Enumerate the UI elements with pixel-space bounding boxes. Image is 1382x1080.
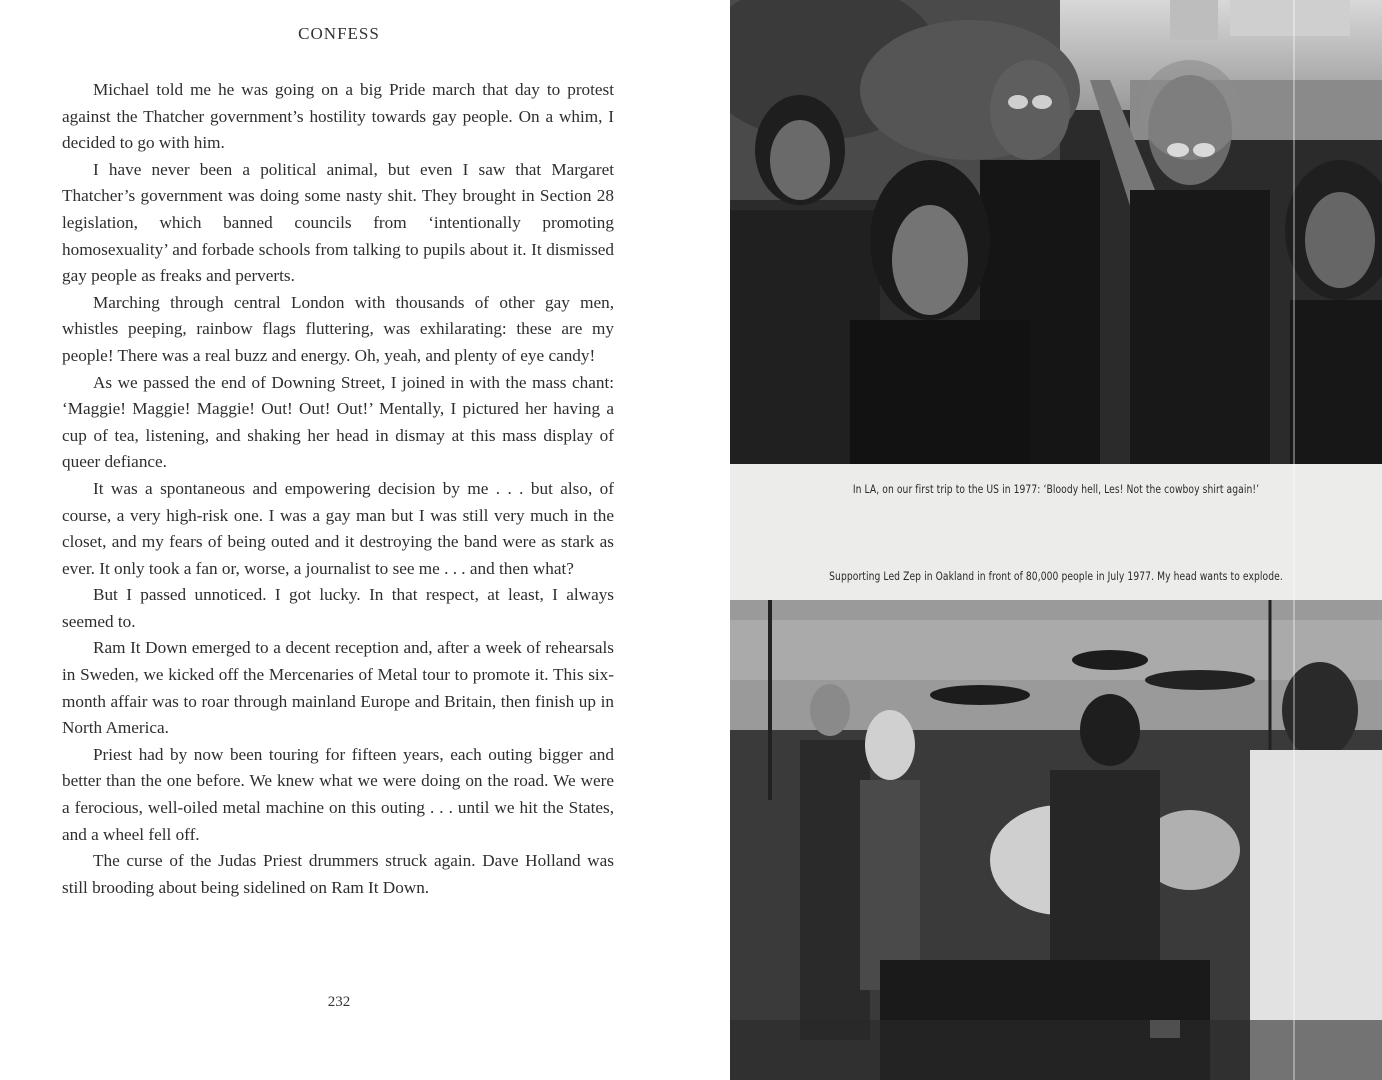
paragraph: Priest had by now been touring for fifteen years, each outing bigger and better than the one before. We knew what we were doing on the road. We were a ferocious, well-oiled metal machine on this outing . . . until we hit the States, and a wheel fell off. — [62, 744, 614, 844]
caption-top: In LA, on our first trip to the US in 1977: ‘Bloody hell, Les! Not the cowboy shirt again!’ — [852, 483, 1260, 496]
band-portrait-photo — [730, 0, 1382, 464]
body-text — [62, 77, 614, 901]
page-fold-crease — [1293, 0, 1295, 1080]
paragraph: As we passed the end of Downing Street, I joined in with the mass chant: ‘Maggie! Maggie! Maggie! Out! Out! Out!’ Mentally, I pictured her having a cup of tea, listening, and shaking her head in dismay at this mass display of queer defiance. — [62, 372, 614, 472]
paragraph: The curse of the Judas Priest drummers struck again. Dave Holland was still brooding about being sidelined on Ram It Down. — [62, 851, 614, 897]
paragraph: Marching through central London with thousands of other gay men, whistles peeping, rainbow flags fluttering, was exhilarating: these are my people! There was a real buzz and energy. Oh, yeah, and plenty of eye candy! — [62, 292, 614, 365]
page-number: 232 — [327, 994, 351, 1010]
paragraph: I have never been a political animal, but even I saw that Margaret Thatcher’s government was doing some nasty shit. They brought in Section 28 legislation, which banned councils from ‘intentionally promoting homosexuality’ and forbade schools from talking to pupils about it. It dismissed gay people as freaks and perverts. — [62, 159, 614, 286]
running-head: CONFESS — [298, 24, 380, 43]
paragraph: It was a spontaneous and empowering decision by me . . . but also, of course, a very high-risk one. I was a gay man but I was still very much in the closet, and my fears of being outed and it destroying the band were as stark as ever. It only took a fan or, worse, a journalist to see me . . . and then what? — [62, 478, 614, 578]
paragraph: Ram It Down emerged to a decent reception and, after a week of rehearsals in Sweden, we kicked off the Mercenaries of Metal tour to promote it. This six-month affair was to roar through mainland Europe and Britain, then finish up in North America. — [62, 638, 614, 738]
caption-bottom: Supporting Led Zep in Oakland in front of 80,000 people in July 1977. My head wants to explode. — [829, 570, 1283, 583]
paragraph: But I passed unnoticed. I got lucky. In that respect, at least, I always seemed to. — [62, 585, 614, 631]
paragraph: Michael told me he was going on a big Pride march that day to protest against the Thatcher government’s hostility towards gay people. On a whim, I decided to go with him. — [62, 80, 614, 153]
stage-concert-photo — [730, 600, 1382, 1080]
right-page — [730, 0, 1382, 1080]
